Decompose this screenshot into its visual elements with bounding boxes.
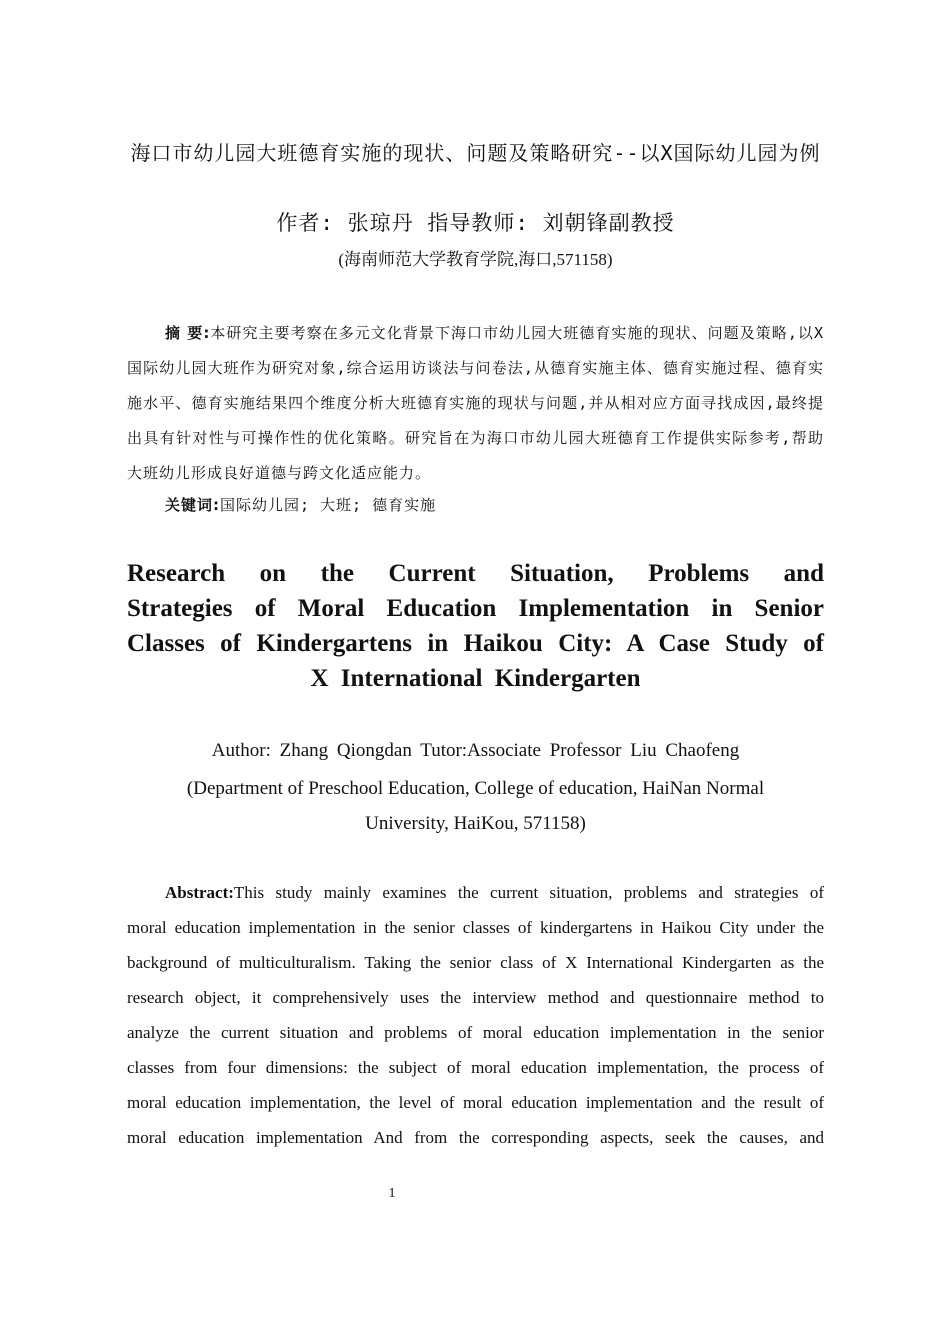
english-abstract-line: analyze the current situation and problems of moral education implementation in the senior: [127, 1023, 824, 1042]
english-title-line: Strategies of Moral Education Implementation in Senior: [127, 595, 824, 622]
english-abstract-line: [127, 875, 824, 910]
english-abstract-line: classes from four dimensions: the subject of moral education implementation, the process of: [127, 1058, 824, 1077]
chinese-title: 海口市幼儿园大班德育实施的现状、问题及策略研究--以X国际幼儿园为例: [130, 141, 821, 165]
english-affiliation-line: (Department of Preschool Education, College of education, HaiNan Normal: [186, 778, 765, 799]
english-title: [127, 556, 824, 696]
english-abstract: [127, 875, 824, 1155]
english-title-line: X International Kindergarten: [310, 665, 641, 692]
english-abstract-line: moral education implementation, the level of moral education implementation and the result of: [127, 1093, 824, 1112]
chinese-abstract-text: 本研究主要考察在多元文化背景下海口市幼儿园大班德育实施的现状、问题及策略,以X国际幼儿园大班作为研究对象,综合运用访谈法与问卷法,从德育实施主体、德育实施过程、德育实施水平、德育实施结果四个维度分析大班德育实施的现状与问题,并从相对应方面寻找成因,最终提出具有针对性与可操作性的优化策略。研究旨在为海口市幼儿园大班德育工作提供实际参考,帮助大班幼儿形成良好道德与跨文化适应能力。: [127, 324, 824, 482]
english-abstract-line: background of multiculturalism. Taking the senior class of X International Kindergarten as the: [127, 953, 824, 972]
english-affiliation-line: University, HaiKou, 571158): [365, 813, 586, 834]
english-affiliation: [127, 771, 824, 841]
english-abstract-line: research object, it comprehensively uses the interview method and questionnaire method to: [127, 988, 824, 1007]
english-abstract-line: moral education implementation in the senior classes of kindergartens in Haikou City under the: [127, 918, 824, 937]
chinese-abstract: [127, 316, 824, 491]
chinese-keywords-text: 国际幼儿园; 大班; 德育实施: [220, 496, 437, 514]
english-title-line: Research on the Current Situation, Problems and: [127, 560, 824, 587]
chinese-keywords-label: 关键词:: [165, 496, 220, 514]
english-title-line: Classes of Kindergartens in Haikou City: A Case Study of: [127, 630, 824, 657]
english-author-line: Author: Zhang Qiongdan Tutor:Associate Professor Liu Chaofeng: [211, 740, 740, 761]
page-number: 1: [388, 1186, 396, 1201]
english-abstract-line-text: This study mainly examines the current situation, problems and strategies of: [233, 883, 824, 902]
english-abstract-line: moral education implementation And from the corresponding aspects, seek the causes, and: [127, 1128, 824, 1147]
chinese-authors: 作者: 张琼丹 指导教师: 刘朝锋副教授: [276, 211, 675, 235]
chinese-keywords: [165, 490, 825, 520]
english-abstract-label: Abstract:: [165, 883, 234, 902]
chinese-affiliation: (海南师范大学教育学院,海口,571158): [338, 250, 613, 269]
chinese-abstract-label: 摘 要:: [165, 324, 211, 342]
